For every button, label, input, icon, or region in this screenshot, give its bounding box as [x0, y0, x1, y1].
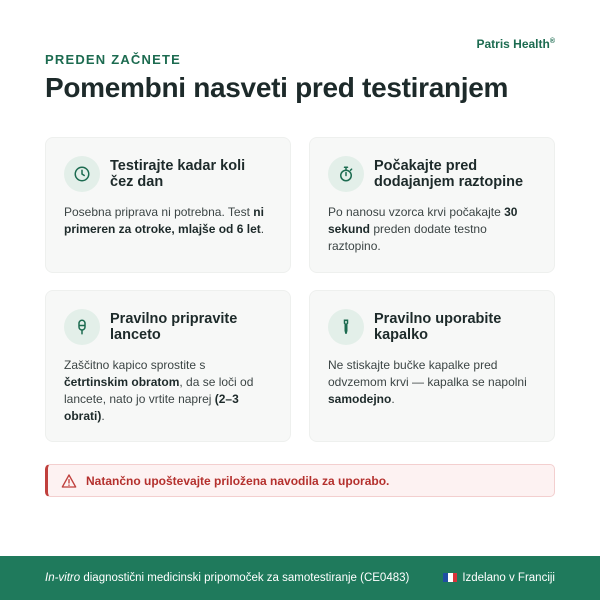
body-text: Zaščitno kapico sprostite s	[64, 358, 206, 372]
body-text: preden dodate testno raztopino.	[328, 222, 487, 253]
footer-origin	[443, 572, 555, 584]
footer-bar	[0, 556, 600, 600]
body-text: .	[260, 222, 265, 236]
warning-banner	[45, 464, 555, 497]
emphasis-text: samodejno	[328, 392, 392, 406]
body-text: , da se loči od lancete, nato jo vrtite naprej	[64, 375, 254, 406]
card-title: Testirajte kadar koli čez dan	[110, 158, 246, 190]
lancet-icon	[64, 309, 100, 345]
tip-card-dropper	[309, 290, 555, 442]
registered-mark: ®	[549, 38, 555, 45]
card-title: Pravilno uporabite kapalko	[374, 311, 502, 343]
stopwatch-icon	[328, 156, 364, 192]
tip-card-wait	[309, 137, 555, 273]
tip-card-any-time	[45, 137, 291, 273]
card-title: Pravilno pripravite lanceto	[110, 311, 238, 343]
brand-name: Patris Health	[476, 37, 550, 51]
dropper-icon	[328, 309, 364, 345]
card-body	[64, 357, 272, 425]
emphasis-text: (2–3 obrati)	[64, 392, 239, 423]
body-text: .	[101, 409, 105, 423]
warning-text: Natančno upoštevajte priložena navodila za uporabo.	[86, 473, 390, 488]
emphasis-text: ni primeren za otroke, mlajše od 6 let	[64, 205, 264, 236]
footer-italic: In-vitro	[45, 572, 81, 584]
section-eyebrow: PREDEN ZAČNETE	[45, 52, 181, 67]
card-body	[328, 204, 536, 255]
warning-triangle-icon	[61, 473, 77, 489]
france-flag-icon	[443, 573, 457, 582]
footer-text: diagnostični medicinski pripomoček za samotestiranje (CE0483)	[80, 572, 410, 584]
body-text: Posebna priprava ni potrebna. Test	[64, 205, 254, 219]
brand-logo	[476, 37, 555, 51]
page-title: Pomembni nasveti pred testiranjem	[45, 72, 509, 103]
made-in-text: Izdelano v Franciji	[462, 572, 555, 584]
clock-icon	[64, 156, 100, 192]
body-text: Po nanosu vzorca krvi počakajte	[328, 205, 505, 219]
card-title: Počakajte pred dodajanjem raztopine	[374, 158, 524, 190]
card-body	[64, 204, 272, 238]
emphasis-text: 30 sekund	[328, 205, 518, 236]
body-text: .	[391, 392, 395, 406]
footer-device-info	[45, 572, 409, 584]
card-body	[328, 357, 536, 408]
emphasis-text: četrtinskim obratom	[64, 375, 180, 389]
tip-card-lancet	[45, 290, 291, 442]
body-text: Ne stiskajte bučke kapalke pred odvzemom krvi — kapalka se napolni	[328, 358, 527, 389]
